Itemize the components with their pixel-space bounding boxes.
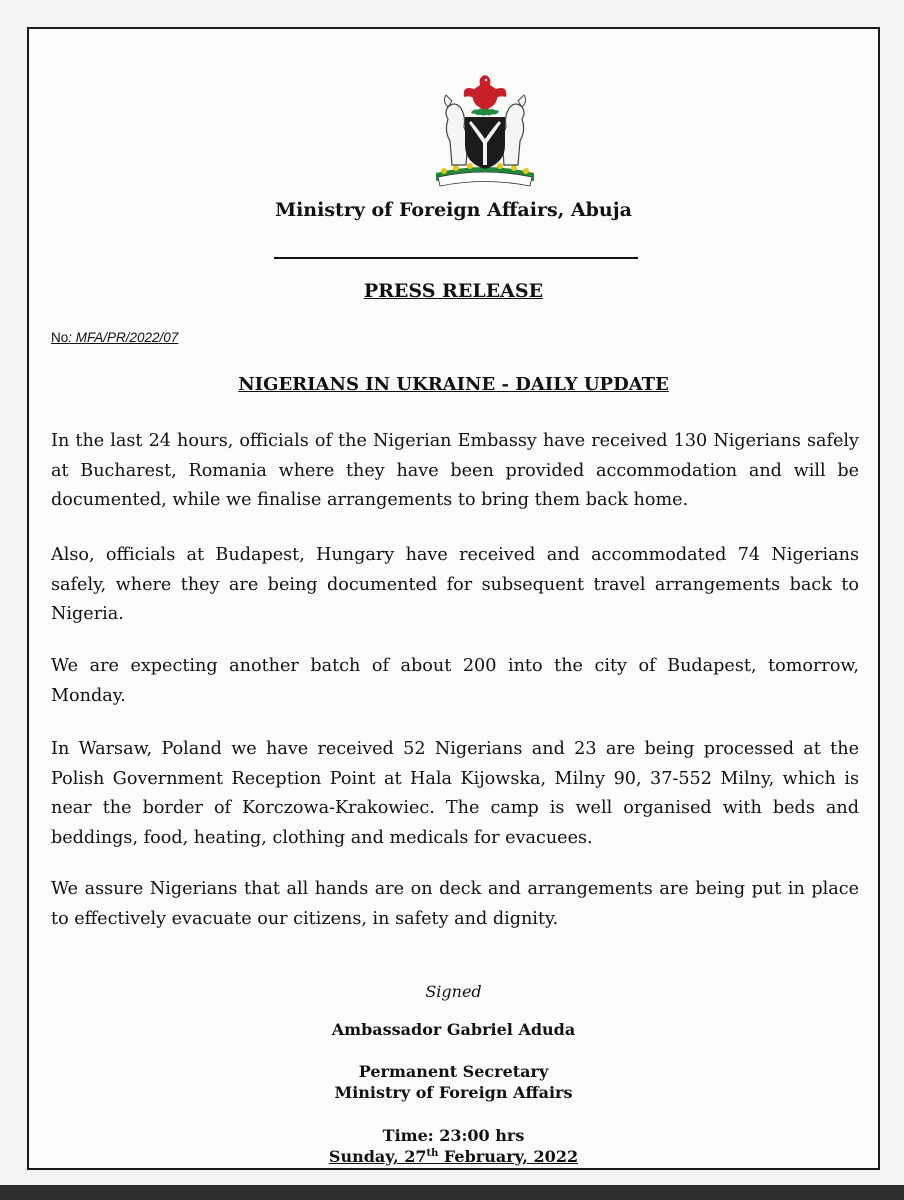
paragraph-1: In the last 24 hours, officials of the Nigerian Embassy have received 130 Nigerians safely at Bucharest, Romania where they have been provided accommodation and will be documented, while we finalise arrangements to bring them back home. xyxy=(51,431,859,510)
press-release-page xyxy=(27,27,880,1170)
reference-number xyxy=(51,330,178,345)
paragraph-3: We are expecting another batch of about 200 into the city of Budapest, tomorrow, Monday. xyxy=(51,656,859,706)
signatory-name: Ambassador Gabriel Aduda xyxy=(331,1020,576,1039)
paragraph-5: We assure Nigerians that all hands are on deck and arrangements are being put in place to effectively evacuate our citizens, in safety and dignity. xyxy=(51,879,859,929)
signed-label: Signed xyxy=(425,982,482,1001)
release-time: Time: 23:00 hrs xyxy=(382,1126,525,1145)
paragraph-2: Also, officials at Budapest, Hungary have received and accommodated 74 Nigerians safely, where they are being documented for subsequent travel arrangements back to Nigeria. xyxy=(51,545,859,624)
press-release-heading: PRESS RELEASE xyxy=(363,280,544,302)
paragraph-4: In Warsaw, Poland we have received 52 Nigerians and 23 are being processed at the Polish Government Reception Point at Hala Kijowska, Milny 90, 37-552 Milny, which is near the border of Korczowa-Krakowiec. The camp is well organised with beds and beddings, food, heating, clothing and medicals for evacuees. xyxy=(51,739,859,848)
title-divider xyxy=(274,257,638,259)
signatory-ministry: Ministry of Foreign Affairs xyxy=(334,1083,573,1102)
ministry-title: Ministry of Foreign Affairs, Abuja xyxy=(275,199,632,221)
headline: NIGERIANS IN UKRAINE - DAILY UPDATE xyxy=(238,374,669,395)
release-date xyxy=(29,1147,878,1166)
signatory-position: Permanent Secretary xyxy=(358,1062,549,1081)
release-date-suffix: th xyxy=(426,1148,439,1159)
release-date-day: Sunday, 27 xyxy=(328,1147,427,1166)
reference-prefix: No xyxy=(51,330,69,345)
coat-of-arms-icon xyxy=(422,67,548,189)
reference-value: : MFA/PR/2022/07 xyxy=(68,330,179,345)
release-date-rest: February, 2022 xyxy=(438,1147,579,1166)
bottom-edge-strip xyxy=(0,1185,904,1200)
